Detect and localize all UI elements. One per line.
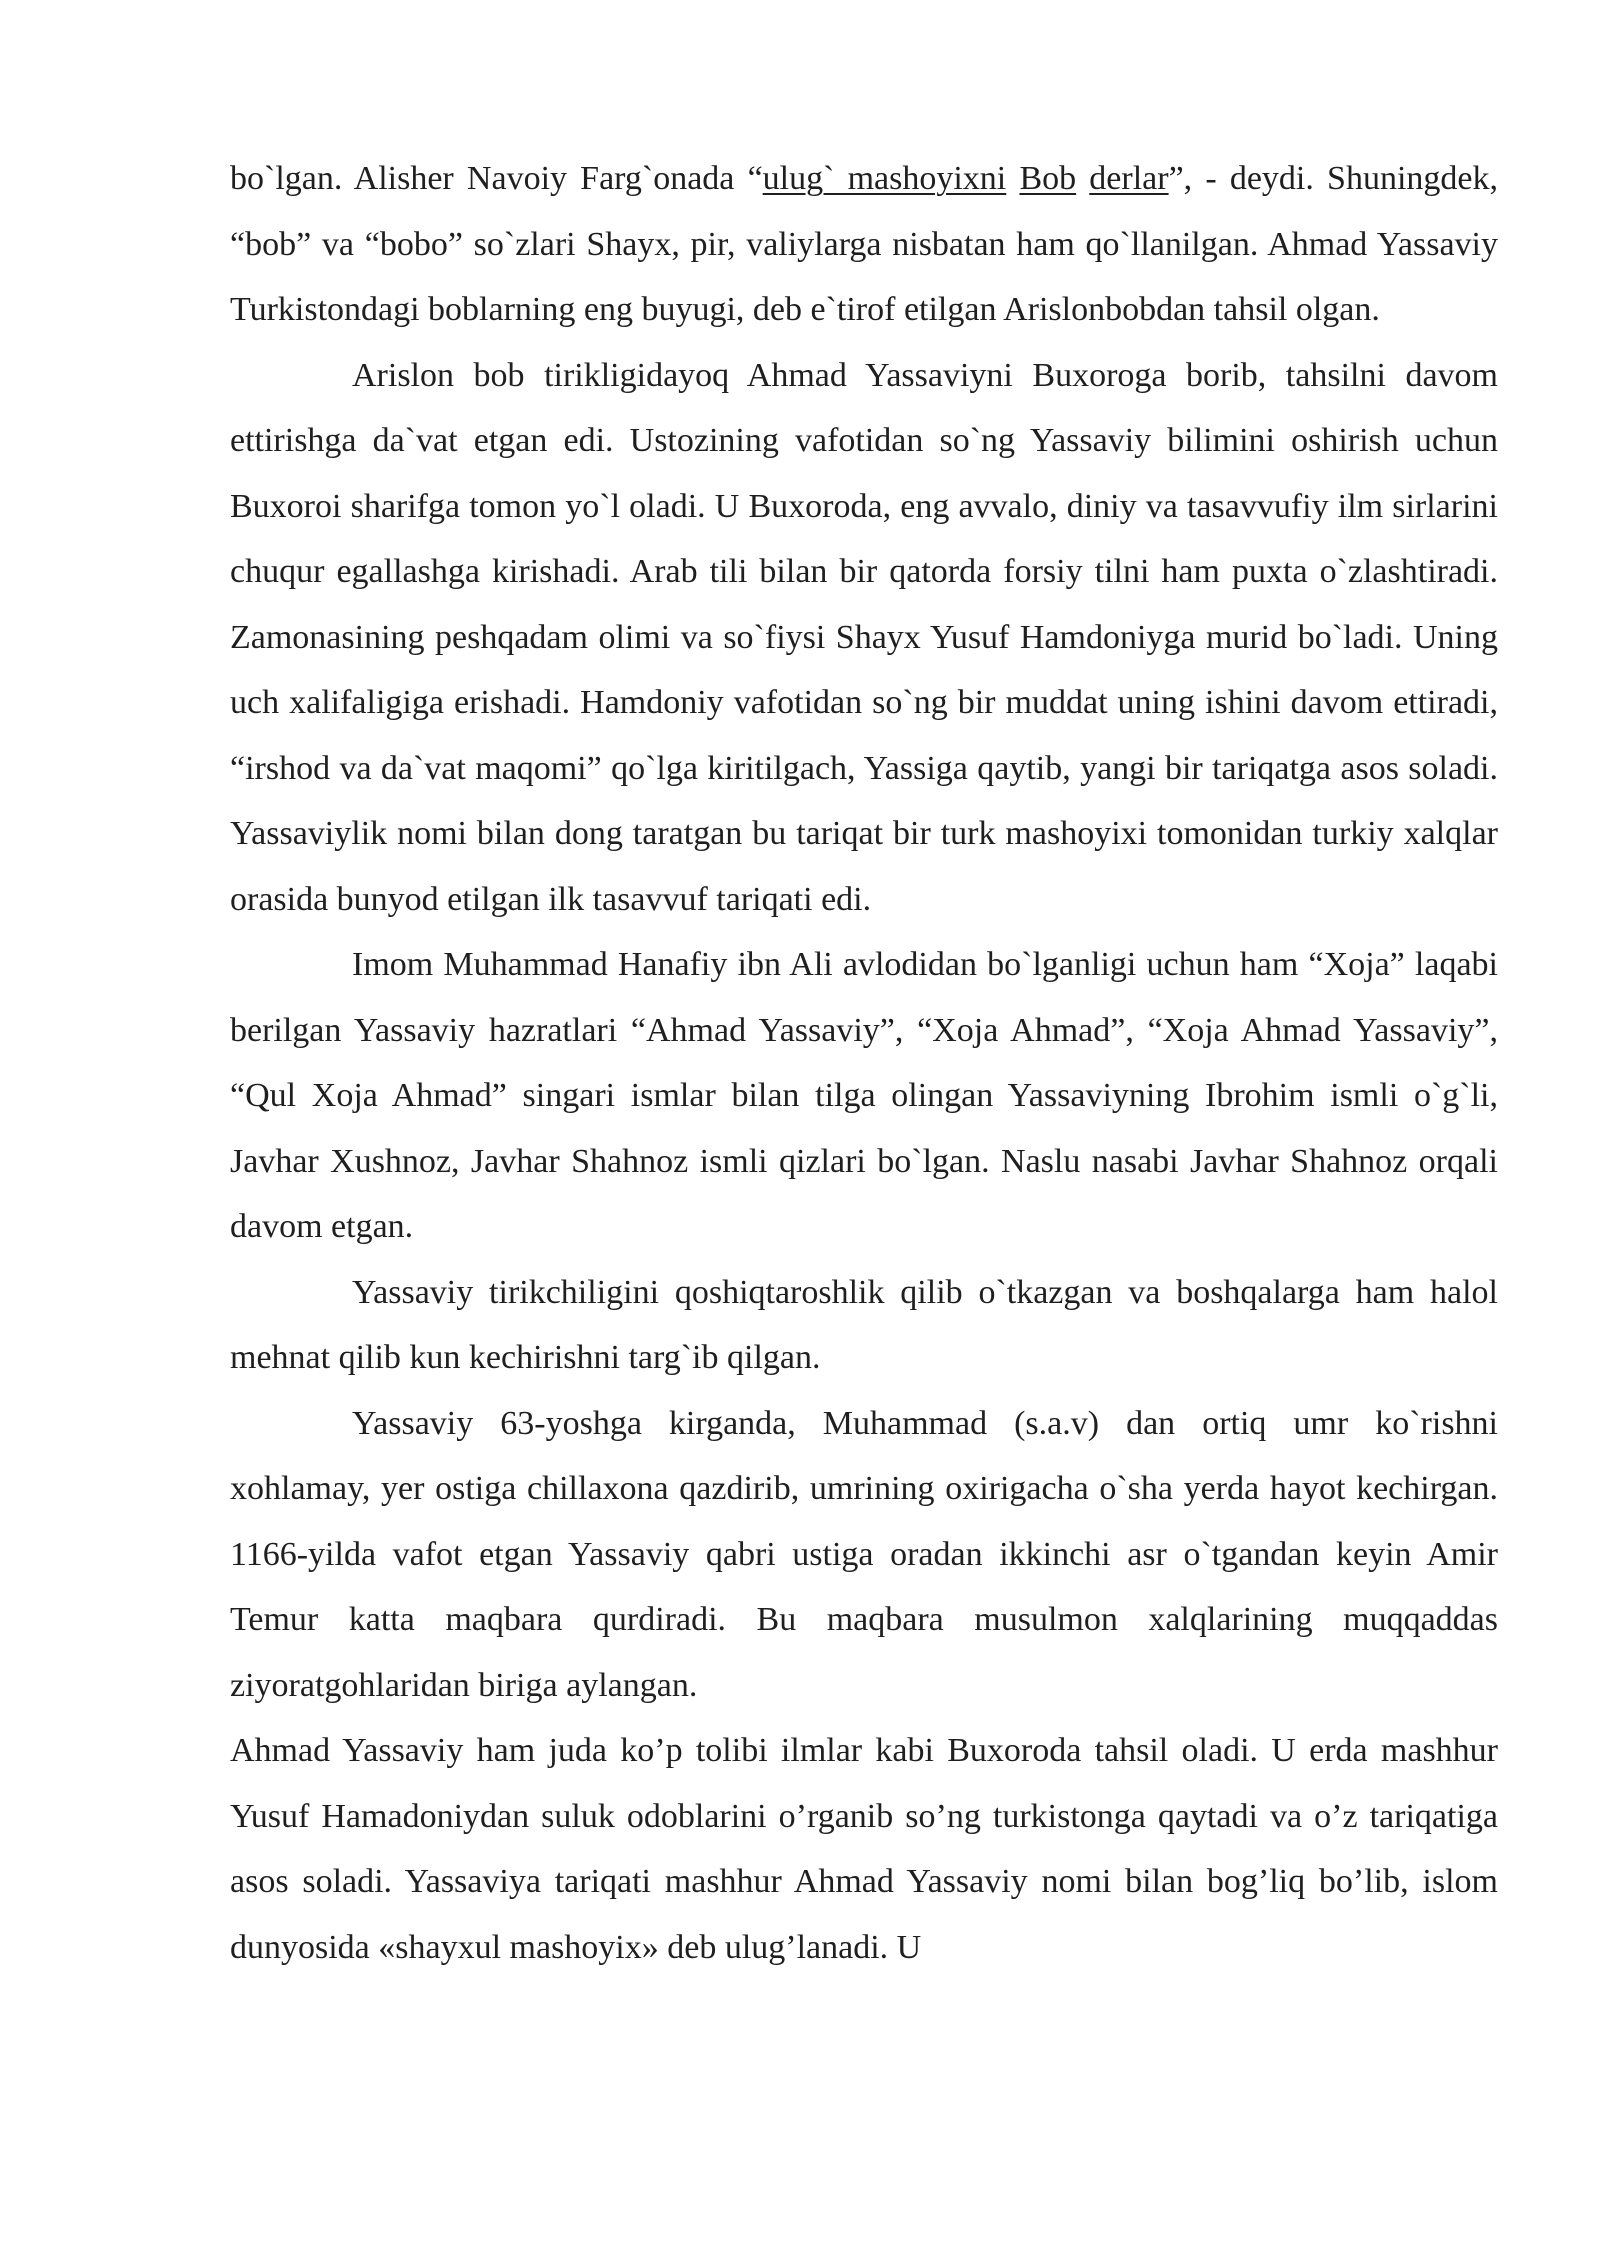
paragraph-4: Yassaviy tirikchiligini qoshiqtaroshlik qilib o`tkazgan va boshqalarga ham halol mehnat qilib kun kechirishni targ`ib qilgan. (230, 1273, 1498, 1376)
space (1076, 160, 1089, 197)
space (1006, 160, 1019, 197)
underlined-phrase-ulug-mashoyixni: ulug` mashoyixni (762, 160, 1007, 197)
paragraph-2: Arislon bob tirikligidayoq Ahmad Yassaviyni Buxoroga borib, tahsilni davom ettirishga da`vat etgan edi. Ustozining vafotidan so`ng Yassaviy bilimini oshirish uchun Buxoroi sharifga tomon yo`l oladi. U Buxoroda, eng avvalo, diniy va tasavvufiy ilm sirlarini chuqur egallashga kirishadi. Arab tili bilan bir qatorda forsiy tilni ham puxta o`zlashtiradi. Zamonasining peshqadam olimi va so`fiysi Shayx Yusuf Hamdoniyga murid bo`ladi. Uning uch xalifaligiga erishadi. Hamdoniy vafotidan so`ng bir muddat uning ishini davom ettiradi, “irshod va da`vat maqomi” qo`lga kiritilgach, Yassiga qaytib, yangi bir tariqatga asos soladi. Yassaviylik nomi bilan dong taratgan bu tariqat bir turk mashoyixi tomonidan turkiy xalqlar orasida bunyod etilgan ilk tasavvuf tariqati edi. (230, 356, 1498, 918)
document-page (230, 146, 1498, 1980)
paragraph-1 (230, 146, 1498, 343)
paragraph-1-rest: ”, - deydi. Shuningdek, “bob” va “bobo” so`zlari Shayx, pir, valiylarga nisbatan ham qo`llanilgan. Ahmad Yassaviy Turkistondagi boblarning eng buyugi, deb e`tirof etilgan Arislonbobdan tahsil olgan. (230, 160, 1498, 328)
underlined-word-derlar: derlar (1089, 160, 1169, 197)
paragraph-3: Imom Muhammad Hanafiy ibn Ali avlodidan bo`lganligi uchun ham “Xoja” laqabi berilgan Yassaviy hazratlari “Ahmad Yassaviy”, “Xoja Ahmad”, “Xoja Ahmad Yassaviy”, “Qul Xoja Ahmad” singari ismlar bilan tilga olingan Yassaviyning Ibrohim ismli o`g`li, Javhar Xushnoz, Javhar Shahnoz ismli qizlari bo`lgan. Naslu nasabi Javhar Shahnoz orqali davom etgan. (230, 946, 1498, 1245)
paragraph-6: Ahmad Yassaviy ham juda ko’p tolibi ilmlar kabi Buxoroda tahsil oladi. U erda mashhur Yusuf Hamadoniydan suluk odoblarini o’rganib so’ng turkistonga qaytadi va o’z tariqatiga asos soladi. Yassaviya tariqati mashhur Ahmad Yassaviy nomi bilan bog’liq bo’lib, islom dunyosida «shayxul mashoyix» deb ulug’lanadi. U (230, 1732, 1498, 1966)
underlined-word-bob: Bob (1019, 160, 1077, 197)
paragraph-1-lead: bo`lgan. Alisher Navoiy Farg`onada “ (230, 160, 763, 197)
paragraph-5: Yassaviy 63-yoshga kirganda, Muhammad (s.a.v) dan ortiq umr ko`rishni xohlamay, yer ostiga chillaxona qazdirib, umrining oxirigacha o`sha yerda hayot kechirgan. 1166-yilda vafot etgan Yassaviy qabri ustiga oradan ikkinchi asr o`tgandan keyin Amir Temur katta maqbara qurdiradi. Bu maqbara musulmon xalqlarining muqqaddas ziyoratgohlaridan biriga aylangan. (230, 1404, 1498, 1704)
